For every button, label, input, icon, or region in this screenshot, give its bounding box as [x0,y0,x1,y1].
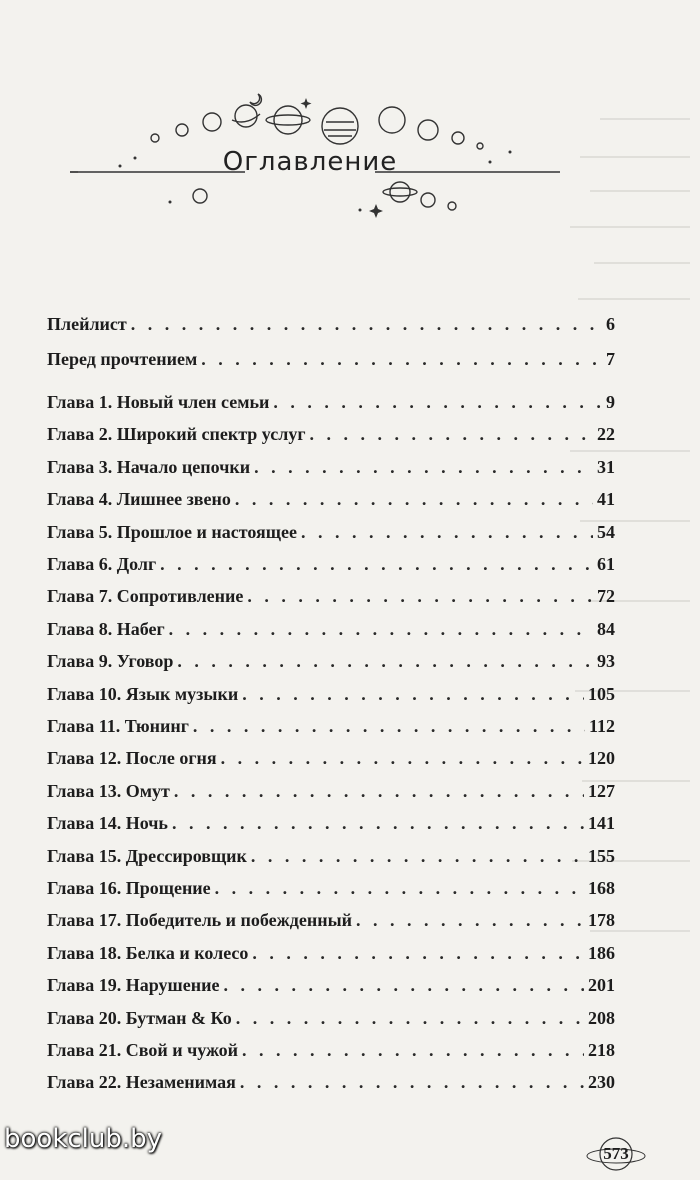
title-ornament [60,92,620,232]
toc-entry [47,383,615,413]
watermark-text: bookclub.by [4,1124,163,1154]
dot-leader [223,974,584,996]
dot-leader [301,521,593,543]
toc-entry-label: Глава 1. Новый член семьи [47,392,270,412]
toc-entry [47,707,615,737]
toc-entry-label: Глава 19. Нарушение [47,975,220,996]
toc-entry-page: 155 [588,845,615,866]
toc-entry-label: Глава 14. Ночь [47,813,168,834]
toc-entry [47,966,615,996]
toc-entry-page: 84 [597,618,615,639]
toc-entry-page: 41 [597,489,615,510]
toc-entry-label: Глава 10. Язык музыки [47,683,239,704]
toc-entry-label: Глава 5. Прошлое и настоящее [47,521,297,542]
toc-entry-page: 72 [597,586,615,607]
toc-entry-label: Глава 13. Омут [47,780,170,801]
toc-entry [47,675,615,705]
toc-entry-label: Глава 7. Сопротивление [47,586,244,607]
dot-leader [273,391,602,413]
toc-entry [47,999,615,1029]
toc-entry [47,739,615,769]
page-number: 573 [603,1144,629,1163]
toc-entry-page: 105 [588,683,615,704]
dot-leader [177,650,593,672]
dot-leader [240,1071,584,1093]
page-number-badge [586,1134,646,1174]
dot-leader [356,909,584,931]
dot-leader [310,423,593,445]
toc-entry-page: 141 [588,813,615,834]
toc-entry [47,513,615,543]
dot-leader [215,877,584,899]
toc-entry-page: 178 [588,910,615,931]
toc-entry-page: 218 [588,1040,615,1060]
toc-entry-label: Глава 21. Свой и чужой [47,1040,238,1060]
dot-leader [201,348,602,370]
dot-leader [131,313,602,335]
toc-entry [47,610,615,640]
dot-leader [236,1007,584,1029]
toc-entry [47,1031,615,1061]
toc-entry [47,448,615,478]
toc-entry-page: 22 [597,424,615,445]
toc-entry-label: Перед прочтением [47,349,198,369]
toc-entry [47,642,615,672]
toc-entry [47,545,615,575]
toc-entry [47,772,615,802]
dot-leader [247,585,593,607]
dot-leader [242,1039,584,1061]
toc-entry-page: 168 [588,878,615,898]
toc-entry-page: 127 [588,780,615,801]
toc-entry-label: Глава 2. Широкий спектр услуг [47,424,306,445]
toc-entry-label: Глава 22. Незаменимая [47,1072,236,1093]
toc-entry [47,480,615,510]
toc-entry-page: 6 [606,314,615,334]
toc-entry-label: Глава 4. Лишнее звено [47,489,231,510]
toc-entry [47,415,615,445]
toc-entry-label: Глава 15. Дрессировщик [47,845,247,866]
toc-entry-label: Глава 6. Долг [47,554,157,574]
toc-entry-page: 54 [597,521,615,542]
toc-entry-page: 9 [606,392,615,412]
dot-leader [174,780,584,802]
dot-leader [252,942,584,964]
toc-entry-page: 230 [588,1072,615,1093]
dot-leader [160,553,593,575]
toc-entry-label: Глава 11. Тюнинг [47,716,189,736]
toc-entry [47,934,615,964]
dot-leader [242,683,584,705]
toc-entry-page: 7 [606,349,615,369]
dot-leader [254,456,593,478]
toc-entry-label: Глава 17. Победитель и побежденный [47,910,352,931]
toc-entry-label: Глава 8. Набег [47,618,165,639]
toc-entry [47,869,615,899]
dot-leader [221,747,584,769]
toc-entry-page: 61 [597,554,615,574]
toc-entry-page: 201 [588,975,615,996]
dot-leader [169,618,593,640]
toc-entry [47,577,615,607]
toc-entry-page: 112 [588,716,615,736]
toc-entry [47,837,615,867]
toc-entry [47,901,615,931]
toc-entry-label: Глава 12. После огня [47,748,217,769]
toc-entry [47,1063,615,1093]
toc-entry [47,305,615,335]
toc-entry-label: Глава 18. Белка и колесо [47,942,249,963]
dot-leader [193,715,585,737]
toc-entry-label: Глава 20. Бутман & Ко [47,1007,232,1028]
toc-entry-label: Глава 3. Начало цепочки [47,456,251,477]
dot-leader [251,845,584,867]
dot-leader [172,812,584,834]
toc-entry-label: Глава 16. Прощение [47,878,211,898]
toc-entry-page: 120 [588,748,615,769]
toc-entry [47,804,615,834]
toc-entry-label: Плейлист [47,314,127,334]
toc-entry-page: 31 [597,456,615,477]
page-title: Оглавление [222,147,398,177]
toc-entry-label: Глава 9. Уговор [47,651,174,672]
dot-leader [235,488,593,510]
toc-entry-page: 208 [588,1007,615,1028]
toc-entry-page: 93 [597,651,615,672]
toc-entry-page: 186 [588,942,615,963]
toc-entry [47,340,615,370]
